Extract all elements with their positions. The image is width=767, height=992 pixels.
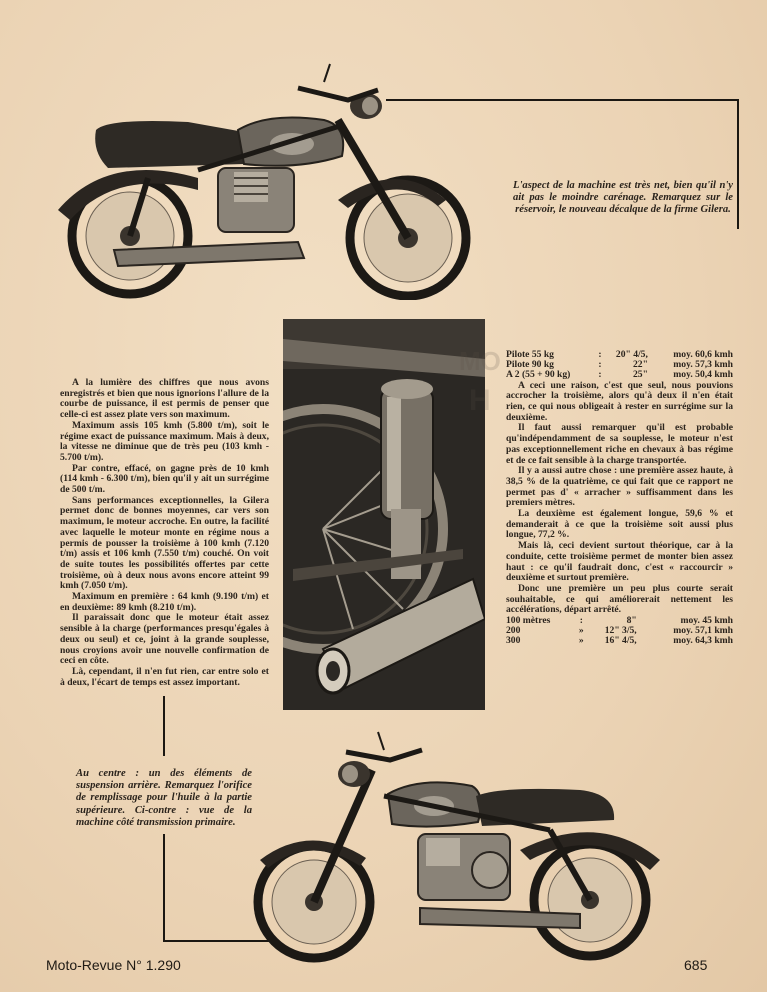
table-cell: 25" (632, 369, 648, 381)
table-cell: moy. 57,1 kmh (673, 625, 733, 637)
acceleration-times-table (506, 616, 733, 647)
table-cell: 16" 4/5, (604, 635, 637, 647)
connector-line-bottom-lower (163, 834, 165, 942)
paragraph: Là, cependant, il n'en fut rien, car entre solo et à deux, l'écart de temps est assez important. (60, 665, 269, 688)
table-cell: moy. 57,3 kmh (673, 359, 733, 371)
paragraph: Mais là, ceci devient surtout théorique, car à la conduite, cette troisième permet de monter bien assez haut : ce qu'il faudrait donc, c'est « raccourcir » deuxième et surtout première. (506, 540, 733, 584)
table-cell: moy. 60,6 kmh (673, 349, 733, 360)
table-cell: Pilote 90 kg (506, 359, 554, 371)
paragraph: Maximum assis 105 kmh (5.800 t/m), soit le régime exact de puissance maximum. Mais à deux, la vitesse ne diminue que de très peu (103 kmh - 5.700 t/m). (60, 419, 269, 463)
motorcycle-photo-bottom (250, 730, 670, 965)
table-cell: 12" 3/5, (604, 625, 637, 637)
paragraph: Maximum en première : 64 kmh (9.190 t/m) et en deuxième: 89 kmh (8.210 t/m). (60, 591, 269, 613)
paragraph: A ceci une raison, c'est que seul, nous pouvions accrocher la troisième, alors qu'à deux il n'en était rien, ce qui nous obligeait à rester en surrégime sur la deuxième. (506, 379, 733, 423)
paragraph: Il faut aussi remarquer qu'il est probable qu'indépendamment de sa souplesse, le moteur n'est pas exceptionnellement riche en chevaux à bas régime et de ce fait sensible à la charge transportée. (506, 422, 733, 466)
table-cell: » (578, 635, 584, 647)
table-cell: : (579, 615, 583, 627)
paragraph: Sans performances exceptionnelles, la Gilera permet donc de bonnes moyennes, car vers son maximum, le moteur accroche. En outre, la facilité avec laquelle le moteur monte en régime nous a permis de pousser la troisième à 100 kmh (7.120 t/m) assis et 106 kmh (7.550 t/m) couché. On voit de suite toutes les possibilités offertes par cette troisième, où à deux nous avons encore atteint 99 kmh (7.050 t/m). (60, 494, 269, 592)
paragraph: La deuxième est également longue, 59,6 % et demanderait à ce que la troisième soit aussi plus longue, 77,2 %. (506, 508, 733, 541)
magazine-issue-footer: Moto-Revue N° 1.290 (46, 957, 181, 973)
table-cell: moy. 50,4 kmh (673, 369, 733, 381)
hill-climb-times-table (506, 350, 733, 381)
table-cell: » (578, 625, 584, 637)
table-cell: 300 (506, 635, 521, 647)
paragraph: Il y a aussi autre chose : une première assez haute, à 38,5 % de la quatrième, ce qui fait que ce rapport ne permet pas d' « arracher » suffisamment dans les premiers mètres. (506, 465, 733, 509)
table-cell: 20" 4/5, (615, 349, 648, 360)
table-cell: Pilote 55 kg (506, 349, 554, 360)
article-column-right (506, 350, 733, 647)
table-cell: : (598, 369, 602, 381)
caption-bottom: Au centre : un des éléments de suspension arrière. Remarquez l'orifice de remplissage pour l'huile à la partie supérieure. Ci-contre : vue de la machine côté transmission primaire. (76, 768, 252, 828)
connector-line-top-vertical (737, 99, 739, 229)
connector-line-bottom-upper (163, 696, 165, 756)
table-cell: A 2 (55 + 90 kg) (506, 369, 571, 381)
paragraph: Par contre, effacé, on gagne près de 10 kmh (114 kmh - 6.300 t/m), bien qu'il y ait un surrégime de 500 t/m. (60, 462, 269, 496)
table-cell: 100 mètres (506, 615, 551, 627)
table-cell: : (598, 359, 602, 371)
page-number: 685 (684, 957, 708, 973)
paragraph: Donc une première un peu plus courte serait souhaitable, ce qui améliorerait nettement les accélérations, départ arrêté. (506, 582, 733, 616)
table-cell: moy. 64,3 kmh (673, 635, 733, 647)
svg-text:H: H (469, 384, 491, 417)
table-cell: : (598, 349, 602, 360)
article-column-left (60, 378, 269, 688)
paragraph: Il paraissait donc que le moteur était assez sensible à la charge (performances presqu'égales à deux ou seul) et ce, joint à la grande souplesse, nous croyions avoir une nouvelle confirmation de ceci en côte. (60, 612, 269, 667)
connector-line-top (386, 99, 739, 101)
table-cell: 200 (506, 625, 521, 637)
table-cell: 8" (626, 615, 637, 627)
caption-top: L'aspect de la machine est très net, bien qu'il n'y ait pas le moindre carénage. Remarquez sur le réservoir, le nouveau décalque de la firme Gilera. (513, 180, 733, 216)
table-cell: 22" (632, 359, 648, 371)
paragraph: A la lumière des chiffres que nous avons enregistrés et bien que nous ignorions l'allure de la courbe de puissance, il est permis de penser que celle-ci est assez plate vers son maximum. (60, 377, 269, 421)
motorcycle-photo-top (48, 60, 478, 300)
table-cell: moy. 45 kmh (680, 615, 733, 627)
svg-text:MO: MO (459, 346, 501, 376)
table-row (506, 636, 733, 646)
